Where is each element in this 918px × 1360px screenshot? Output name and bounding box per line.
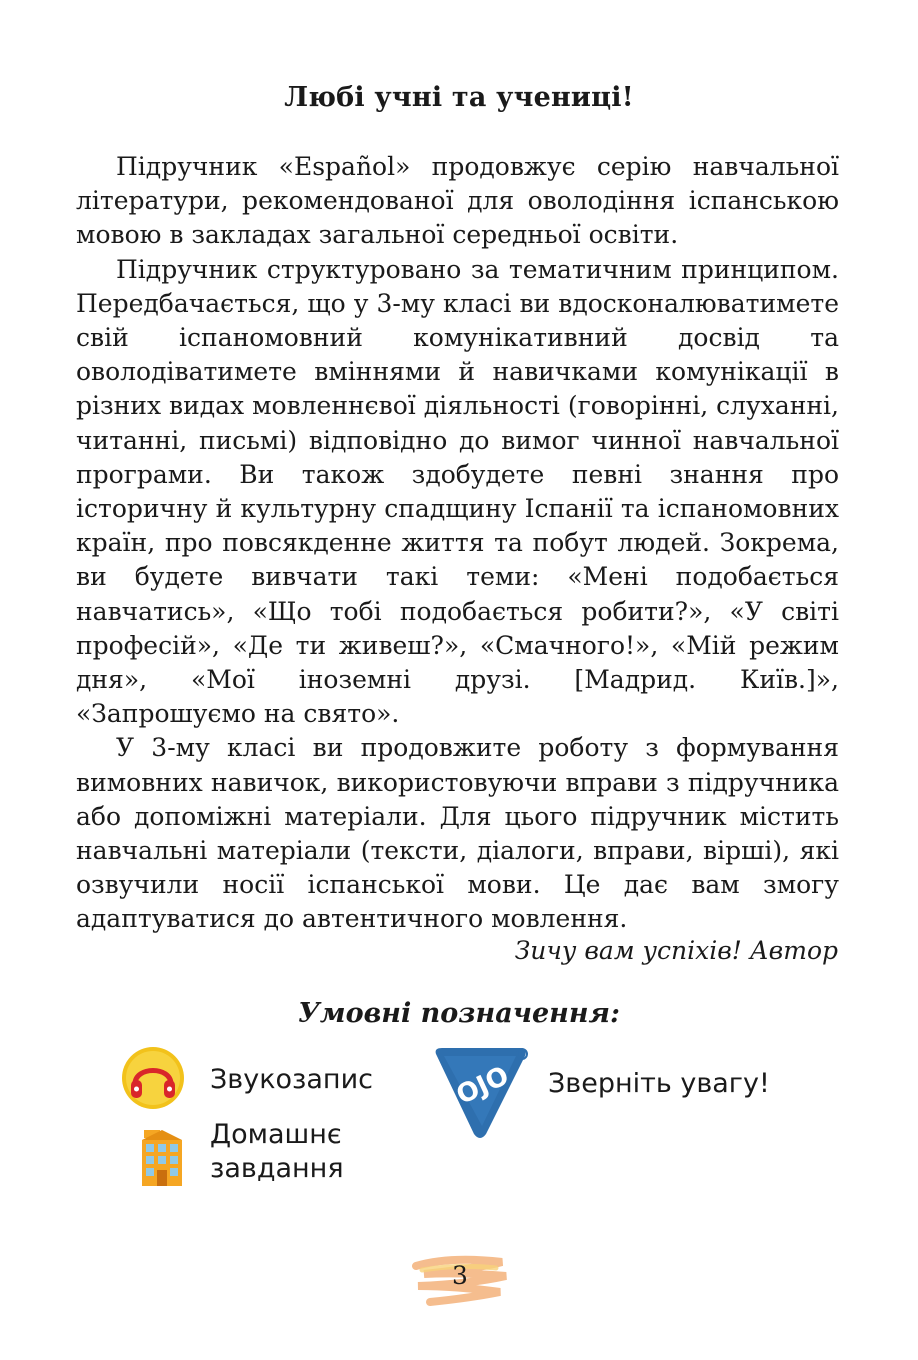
legend-label-attention: Зверніть увагу! <box>548 1068 770 1099</box>
intro-text <box>76 150 839 937</box>
paragraph: Підручник «Español» продовжує серію навчальної літератури, рекомендованої для оволодіння іспанською мовою в закладах загальної середньої освіти. <box>76 152 839 250</box>
headphones-icon <box>121 1046 185 1110</box>
legend-label-homework-line2: завдання <box>210 1153 344 1184</box>
paragraph: У 3-му класі ви продовжите роботу з формування вимовних навичок, використовуючи вправи з підручника або допоміжні матеріали. Для цього підручник містить навчальні матеріали (тексти, діалоги, вправи, вірші), які озвучили носії іспанської мови. Це дає вам змогу адаптуватися до автентичного мовлення. <box>76 733 839 934</box>
ojo-triangle-icon <box>430 1044 534 1140</box>
paragraph: Підручник структуровано за тематичним принципом. Передбачається, що у 3-му класі ви вдосконалюватимете свій іспаномовний комунікативний досвід та оволодіватимете вміннями й навичками комунікації в різних видах мовленнєвої діяльності (говорінні, слуханні, читанні, письмі) відповідно до вимог чинної навчальної програми. Ви також здобудете певні знання про історичну й культурну спадщину Іспанії та іспаномовних країн, про повсякденне життя та побут людей. Зокрема, ви будете вивчати такі теми: «Мені подобається навчатись», «Що тобі подобається робити?», «У світі професій», «Де ти живеш?», «Смачного!», «Мій режим дня», «Мої іноземні друзі. [Мадрид. Київ.]», «Запрошуємо на свято». <box>76 254 839 729</box>
legend-label-audio: Звукозапис <box>210 1064 373 1095</box>
house-icon <box>140 1128 184 1188</box>
page-number-text: 3 <box>452 1261 468 1290</box>
legend-title: Умовні позначення: <box>297 998 620 1029</box>
author-signature: Зичу вам успіхів! Автор <box>514 936 838 965</box>
page-title: Любі учні та учениці! <box>284 82 634 113</box>
page-number <box>410 1248 510 1308</box>
legend-label-homework-line1: Домашнє <box>210 1119 342 1150</box>
ojo-icon-text: OJO <box>452 1060 514 1111</box>
